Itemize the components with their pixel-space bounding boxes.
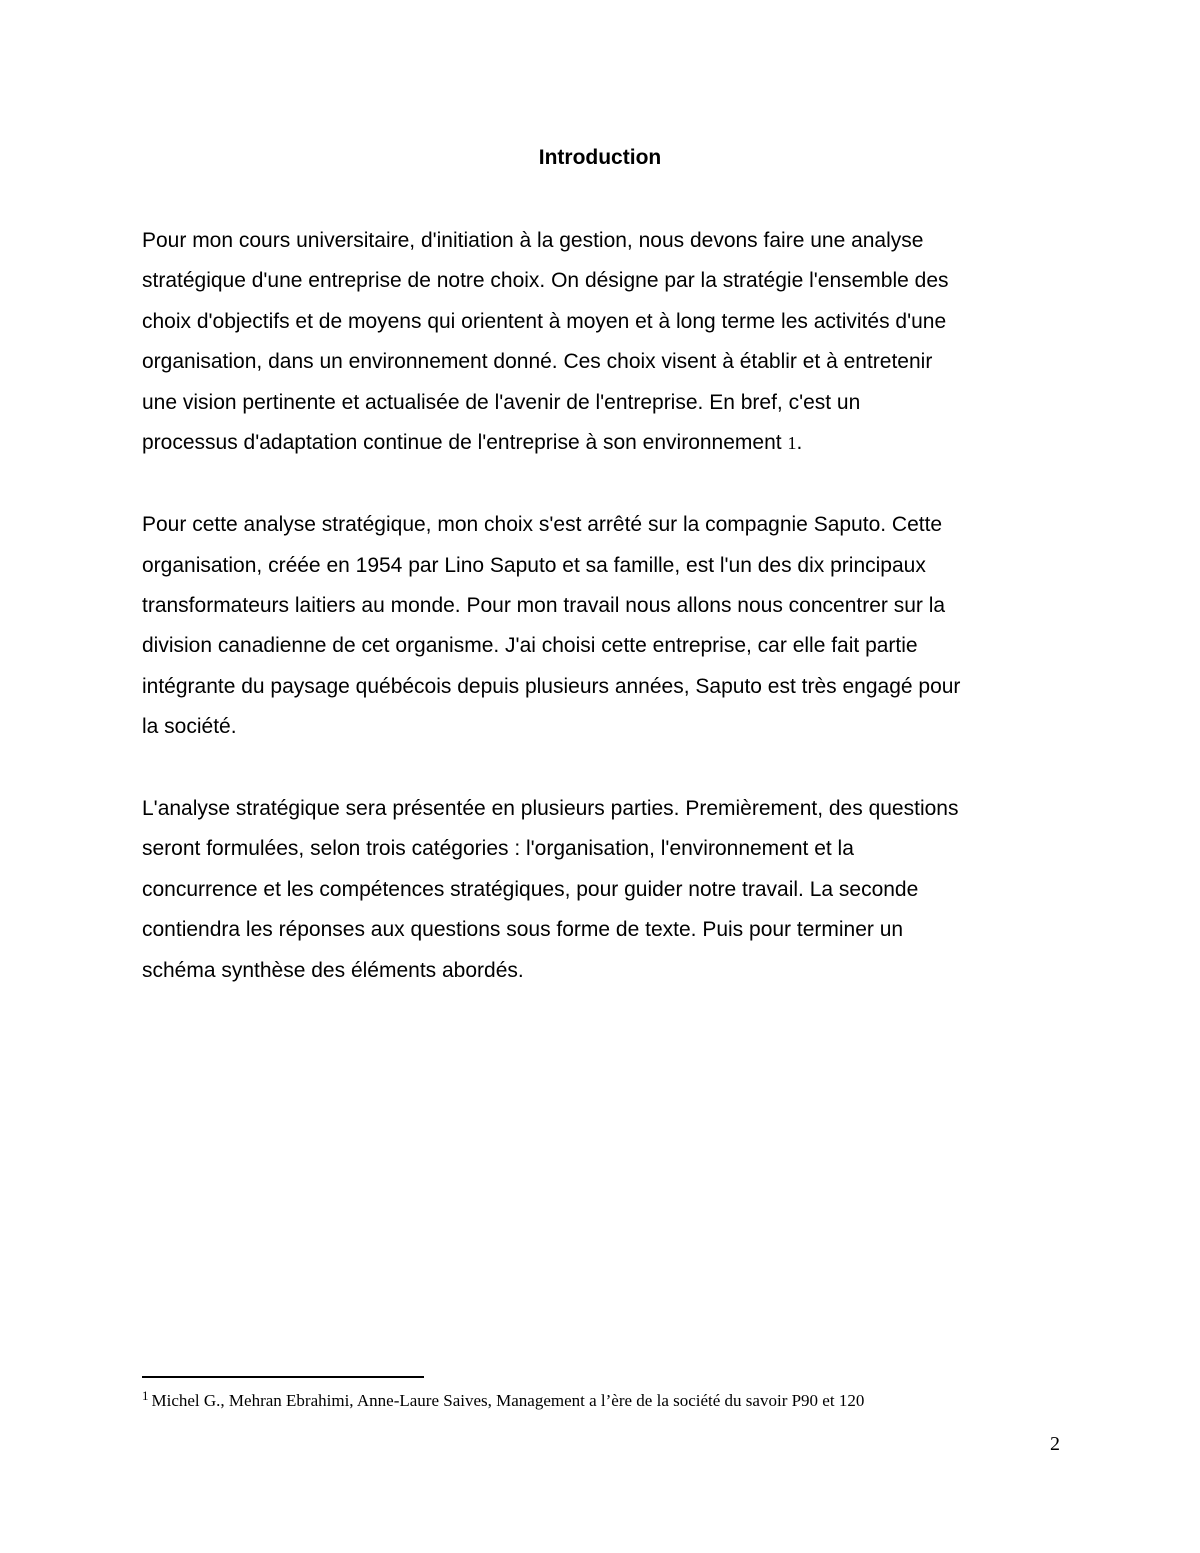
paragraph-line: schéma synthèse des éléments abordés. bbox=[142, 959, 524, 982]
footnote bbox=[142, 1390, 864, 1413]
footnote-number: 1 bbox=[142, 1388, 149, 1403]
paragraph-line: la société. bbox=[142, 715, 237, 738]
paragraph-line: concurrence et les compétences stratégiques, pour guider notre travail. La seconde bbox=[142, 878, 919, 901]
footnote-reference[interactable]: 1 bbox=[787, 433, 797, 453]
paragraph-line: L'analyse stratégique sera présentée en plusieurs parties. Premièrement, des questions bbox=[142, 797, 959, 820]
footnote-separator bbox=[142, 1376, 424, 1378]
paragraph-line: organisation, dans un environnement donné. Ces choix visent à établir et à entretenir bbox=[142, 350, 933, 373]
paragraph-line-text: processus d'adaptation continue de l'entreprise à son environnement bbox=[142, 431, 782, 454]
paragraph-line: transformateurs laitiers au monde. Pour mon travail nous allons nous concentrer sur la bbox=[142, 594, 946, 617]
paragraph-line: une vision pertinente et actualisée de l'avenir de l'entreprise. En bref, c'est un bbox=[142, 391, 861, 414]
paragraph-line: Pour cette analyse stratégique, mon choix s'est arrêté sur la compagnie Saputo. Cette bbox=[142, 513, 943, 536]
paragraph-line: Pour mon cours universitaire, d'initiation à la gestion, nous devons faire une analyse bbox=[142, 229, 924, 252]
paragraph-line-with-footnote bbox=[142, 429, 802, 457]
paragraph-line: division canadienne de cet organisme. J'ai choisi cette entreprise, car elle fait partie bbox=[142, 634, 918, 657]
paragraph-line: contiendra les réponses aux questions sous forme de texte. Puis pour terminer un bbox=[142, 918, 904, 941]
paragraph-line: choix d'objectifs et de moyens qui orientent à moyen et à long terme les activités d'une bbox=[142, 310, 947, 333]
page-number: 2 bbox=[1050, 1433, 1060, 1455]
sentence-period: . bbox=[796, 431, 803, 454]
paragraph-line: seront formulées, selon trois catégories : l'organisation, l'environnement et la bbox=[142, 837, 854, 860]
paragraph-line: organisation, créée en 1954 par Lino Saputo et sa famille, est l'un des dix principaux bbox=[142, 554, 926, 577]
footnote-text: Michel G., Mehran Ebrahimi, Anne-Laure Saives, Management a l’ère de la société du savoir P90 et 120 bbox=[151, 1391, 865, 1410]
page-title: Introduction bbox=[538, 146, 662, 169]
paragraph-line: intégrante du paysage québécois depuis plusieurs années, Saputo est très engagé pour bbox=[142, 675, 961, 698]
paragraph-line: stratégique d'une entreprise de notre choix. On désigne par la stratégie l'ensemble des bbox=[142, 269, 949, 292]
